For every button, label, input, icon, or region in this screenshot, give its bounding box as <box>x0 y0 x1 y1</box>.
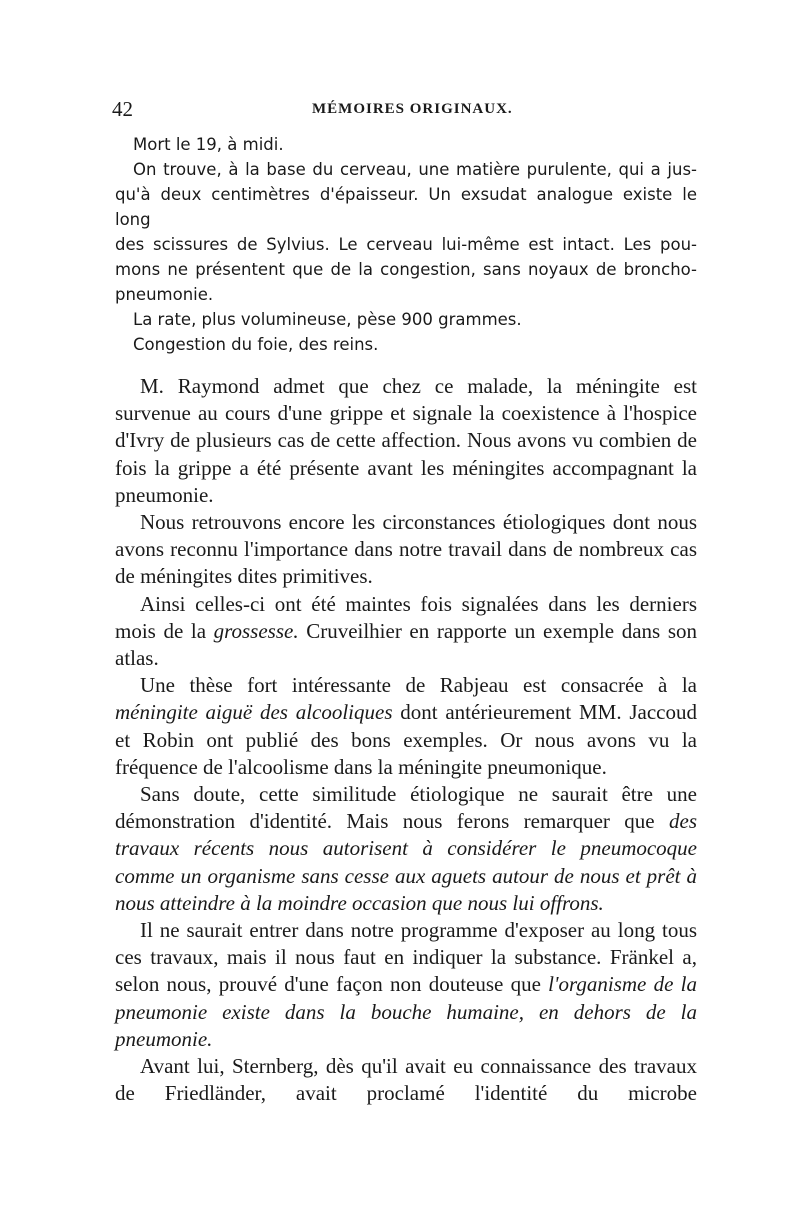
page-header <box>112 97 702 127</box>
paragraph: Il ne saurait entrer dans notre programme d'exposer au long tous ces travaux, mais il nous faut en indiquer la substance. Fränkel a, selon nous, prouvé d'une façon non douteuse que l'organisme de la pneumonie existe dans la bouche humaine, en dehors de la pneumonie. <box>115 918 697 1051</box>
page-number: 42 <box>112 97 133 121</box>
observation-line: Congestion du foie, des reins. <box>133 335 379 354</box>
italic-text: grossesse. <box>213 618 299 643</box>
italic-text: des travaux récents nous autorisent à considérer le pneumocoque comme un organisme sans cesse aux aguets autour de nous et prêt à nous atteindre à la moindre occasion que nous lui offrons. <box>115 809 697 915</box>
paragraph: Avant lui, Sternberg, dès qu'il avait eu connaissance des travaux de Friedländer, avait proclamé l'identité du microbe <box>115 1054 697 1106</box>
observation-line: des scissures de Sylvius. Le cerveau lui-même est intact. Les pou- <box>115 235 697 254</box>
italic-text: l'organisme de la pneumonie existe dans la bouche humaine, en dehors de la pneumonie. <box>115 972 697 1051</box>
paragraph: Une thèse fort intéressante de Rabjeau est consacrée à la méningite aiguë des alcooliques dont antérieurement MM. Jaccoud et Robin ont publié des bons exemples. Or nous avons vu la fréquence de l'alcoolisme dans la méningite pneumonique. <box>115 673 697 779</box>
observation-line: mons ne présentent que de la congestion, sans noyaux de broncho- <box>115 260 697 279</box>
main-text <box>115 373 697 1107</box>
observation-line: qu'à deux centimètres d'épaisseur. Un exsudat analogue existe le long <box>115 185 697 229</box>
observation-line: La rate, plus volumineuse, pèse 900 grammes. <box>133 310 522 329</box>
observation-line: On trouve, à la base du cerveau, une matière purulente, qui a jus- <box>133 160 697 179</box>
paragraph: Ainsi celles-ci ont été maintes fois signalées dans les derniers mois de la grossesse. Cruveilhier en rapporte un exemple dans son atlas. <box>115 591 697 671</box>
paragraph: Sans doute, cette similitude étiologique ne saurait être une démonstration d'identité. Mais nous ferons remarquer que des travaux récents nous autorisent à considérer le pneumocoque comme un organisme sans cesse aux aguets autour de nous et prêt à nous atteindre à la moindre occasion que nous lui offrons. <box>115 782 697 915</box>
paragraph: M. Raymond admet que chez ce malade, la méningite est survenue au cours d'une grippe et signale la coexistence à l'hospice d'Ivry de plusieurs cas de cette affection. Nous avons vu combien de fois la grippe a été présente avant les méningites accompagnant la pneumonie. <box>115 374 697 507</box>
observation-line: Mort le 19, à midi. <box>133 135 284 154</box>
observation-line: pneumonie. <box>115 285 214 304</box>
observation-block <box>115 132 697 357</box>
running-title: MÉMOIRES ORIGINAUX. <box>312 101 513 117</box>
italic-text: méningite aiguë des alcooliques <box>115 700 393 725</box>
paragraph: Nous retrouvons encore les circonstances étiologiques dont nous avons reconnu l'importance dans notre travail dans de nombreux cas de méningites dites primitives. <box>115 510 697 589</box>
